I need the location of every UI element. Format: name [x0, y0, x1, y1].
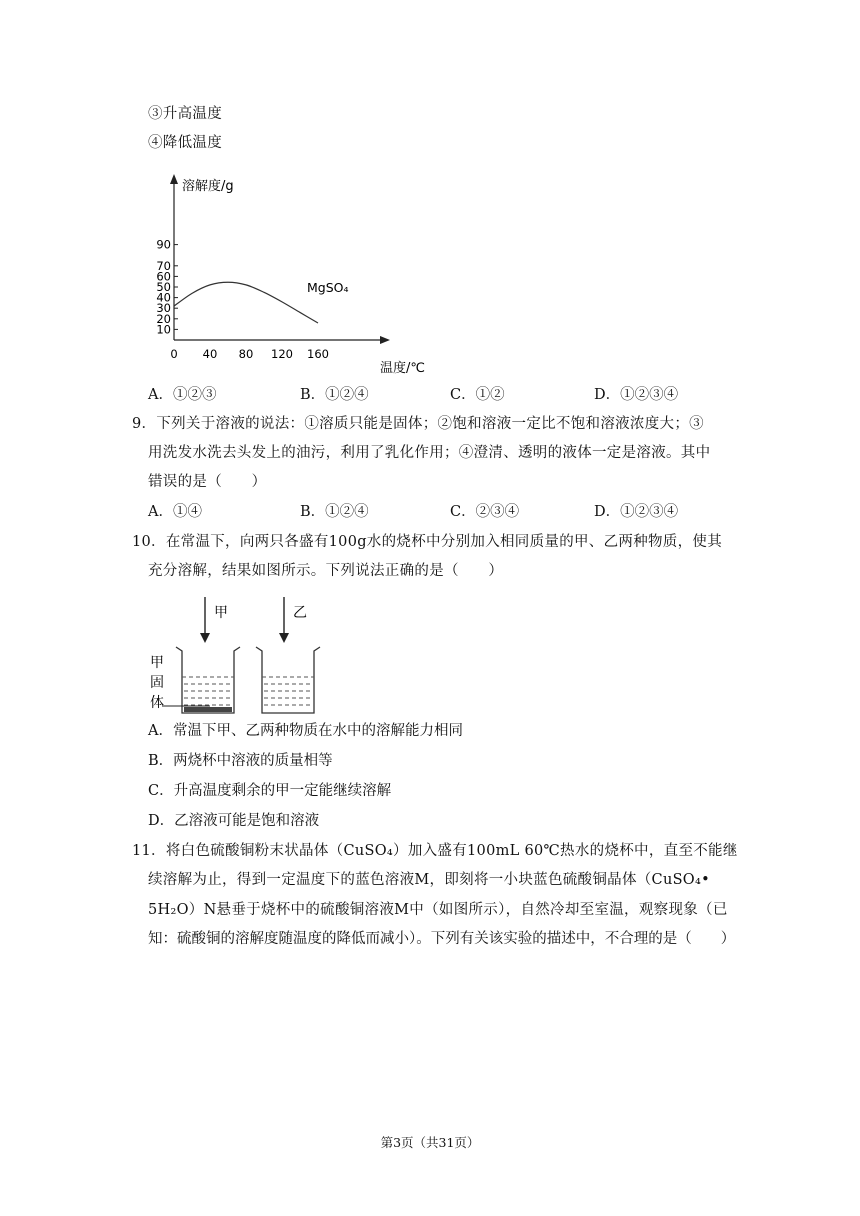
y-tick-label: 60: [156, 269, 171, 284]
y-axis-arrow: [170, 174, 178, 184]
q9-option-b: B．①②④: [300, 504, 369, 520]
q8-item-3: ③升高温度: [148, 106, 222, 122]
q8-option-c: C．①②: [450, 387, 505, 403]
solubility-chart: [150, 170, 425, 378]
x-tick-label: 40: [202, 347, 218, 361]
arrow-yi-head: [279, 633, 289, 643]
q9-line-1: 9．下列关于溶液的说法：①溶质只能是固体；②饱和溶液一定比不饱和溶液浓度大；③: [132, 416, 704, 432]
y-tick-label: 90: [156, 237, 171, 252]
undissolved-solid: [184, 707, 232, 712]
label-yi: 乙: [293, 605, 307, 621]
y-tick-label: 70: [156, 258, 171, 273]
y-tick-label: 20: [156, 311, 171, 326]
x-tick-label: 0: [170, 347, 178, 361]
q11-line-4: 知：硫酸铜的溶解度随温度的降低而减小）。下列有关该实验的描述中，不合理的是（ ）: [148, 931, 736, 947]
q10-option-c: C．升高温度剩余的甲一定能继续溶解: [148, 783, 392, 799]
q11-line-3: 5H₂O）N悬垂于烧杯中的硫酸铜溶液M中（如图所示），自然冷却至室温，观察现象（已: [148, 902, 728, 918]
q8-item-4: ④降低温度: [148, 135, 222, 151]
q9-line-2: 用洗发水洗去头发上的油污，利用了乳化作用；④澄清、透明的液体一定是溶液。其中: [148, 445, 711, 461]
q10-option-d: D．乙溶液可能是饱和溶液: [148, 813, 320, 829]
series-label: MgSO₄: [307, 280, 349, 295]
q10-option-a: A．常温下甲、乙两种物质在水中的溶解能力相同: [148, 723, 463, 739]
q8-option-b: B．①②④: [300, 387, 369, 403]
solid-label-1: 甲: [150, 655, 164, 671]
q10-option-b: B．两烧杯中溶液的质量相等: [148, 753, 333, 769]
y-tick-label: 10: [156, 322, 171, 337]
y-tick-label: 30: [156, 301, 171, 316]
beaker-jia: [176, 647, 240, 713]
beaker-yi: [256, 647, 320, 713]
x-tick-label: 80: [238, 347, 254, 361]
page-footer: 第3页（共31页）: [380, 1135, 480, 1150]
q10-line-2: 充分溶解，结果如图所示。下列说法正确的是（ ）: [148, 563, 504, 579]
solid-label-2: 固: [150, 675, 164, 691]
q11-line-1: 11．将白色硫酸铜粉末状晶体（CuSO₄）加入盛有100mL 60℃热水的烧杯中，直至不能继: [132, 843, 738, 859]
label-jia: 甲: [214, 605, 228, 621]
q9-line-3: 错误的是（ ）: [148, 474, 267, 490]
y-axis-title: 溶解度/g: [182, 179, 234, 194]
x-axis-title: 温度/℃: [380, 361, 425, 376]
q9-option-c: C．②③④: [450, 504, 520, 520]
y-tick-label: 40: [156, 290, 171, 305]
x-tick-label: 120: [271, 347, 293, 361]
solid-label-3: 体: [150, 695, 164, 711]
x-axis-arrow: [380, 336, 390, 344]
y-tick-label: 50: [156, 280, 171, 294]
arrow-jia-head: [200, 633, 210, 643]
mgso4-curve: [174, 282, 318, 323]
q8-option-d: D．①②③④: [594, 387, 679, 403]
q10-line-1: 10．在常温下，向两只各盛有100g水的烧杯中分别加入相同质量的甲、乙两种物质，使其: [132, 534, 723, 550]
x-tick-label: 160: [307, 347, 329, 361]
q8-option-a: A．①②③: [148, 387, 217, 403]
beaker-figure: [148, 593, 328, 715]
q11-line-2: 续溶解为止，得到一定温度下的蓝色溶液M，即刻将一小块蓝色硫酸铜晶体（CuSO₄•: [148, 872, 710, 888]
q9-option-d: D．①②③④: [594, 504, 679, 520]
q9-option-a: A．①④: [148, 504, 202, 520]
